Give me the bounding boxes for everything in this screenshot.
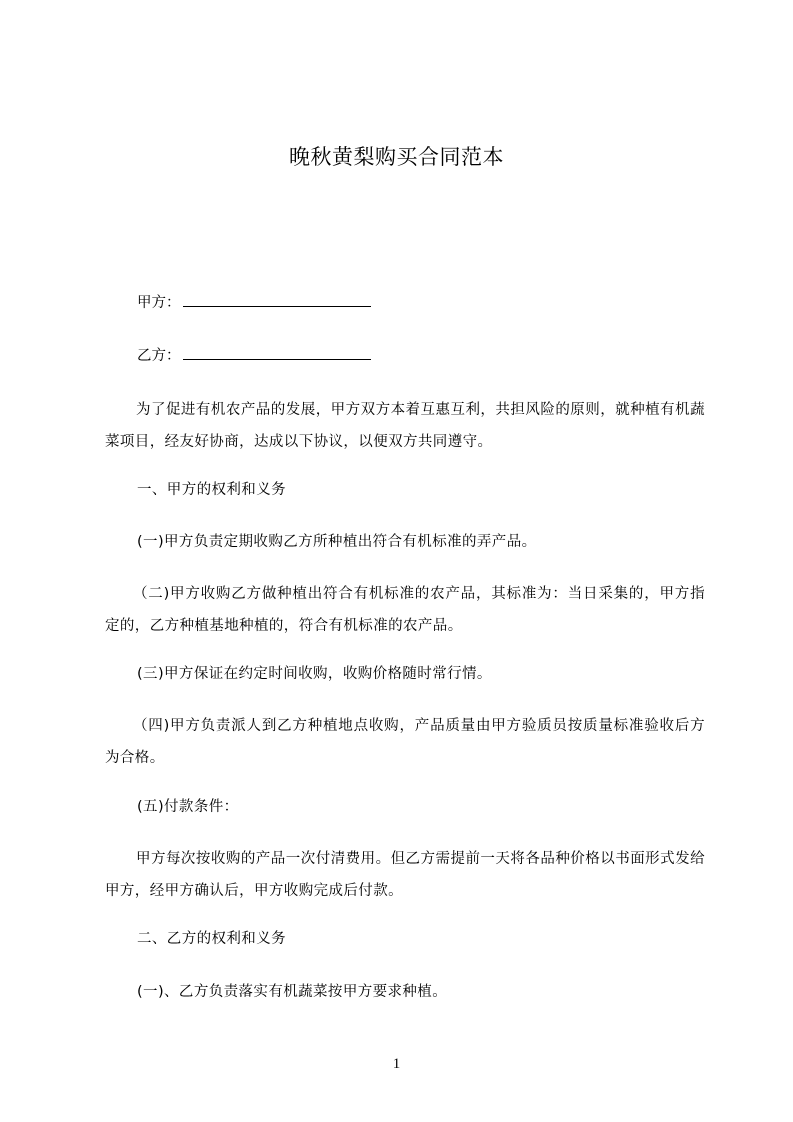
party-b-field xyxy=(137,345,371,366)
intro-paragraph: 为了促进有机农产品的发展，甲方双方本着互惠互利，共担风险的原则，就种植有机蔬菜项目，经友好协商，达成以下协议，以便双方共同遵守。 xyxy=(105,402,705,450)
section1-item-5: (五)付款条件： xyxy=(137,799,239,815)
document-title: 晚秋黄梨购买合同范本 xyxy=(289,145,504,169)
party-b-label: 乙方： xyxy=(137,348,181,364)
section1-item-4: （四)甲方负责派人到乙方种植地点收购，产品质量由甲方验质员按质量标准验收后方为合格。 xyxy=(105,718,705,766)
section2-heading: 二、乙方的权利和义务 xyxy=(137,931,286,947)
party-a-field xyxy=(137,292,371,313)
payment-terms-paragraph: 甲方每次按收购的产品一次付清费用。但乙方需提前一天将各品种价格以书面形式发给甲方，经甲方确认后，甲方收购完成后付款。 xyxy=(105,851,705,899)
section2-item-1: (一)、乙方负责落实有机蔬菜按甲方要求种植。 xyxy=(137,984,448,1000)
page-number: 1 xyxy=(392,1056,401,1072)
section1-item-2: （二)甲方收购乙方做种植出符合有机标准的农产品，其标准为：当日采集的，甲方指定的，乙方种植基地种植的，符合有机标准的农产品。 xyxy=(105,586,705,634)
party-a-label: 甲方： xyxy=(137,295,181,311)
party-b-blank-line xyxy=(183,345,371,360)
section1-item-1: (一)甲方负责定期收购乙方所种植出符合有机标准的弄产品。 xyxy=(137,534,537,550)
party-a-blank-line xyxy=(183,292,371,307)
section1-item-3: (三)甲方保证在约定时间收购，收购价格随时常行情。 xyxy=(137,666,492,682)
section1-heading: 一、甲方的权利和义务 xyxy=(137,482,286,498)
